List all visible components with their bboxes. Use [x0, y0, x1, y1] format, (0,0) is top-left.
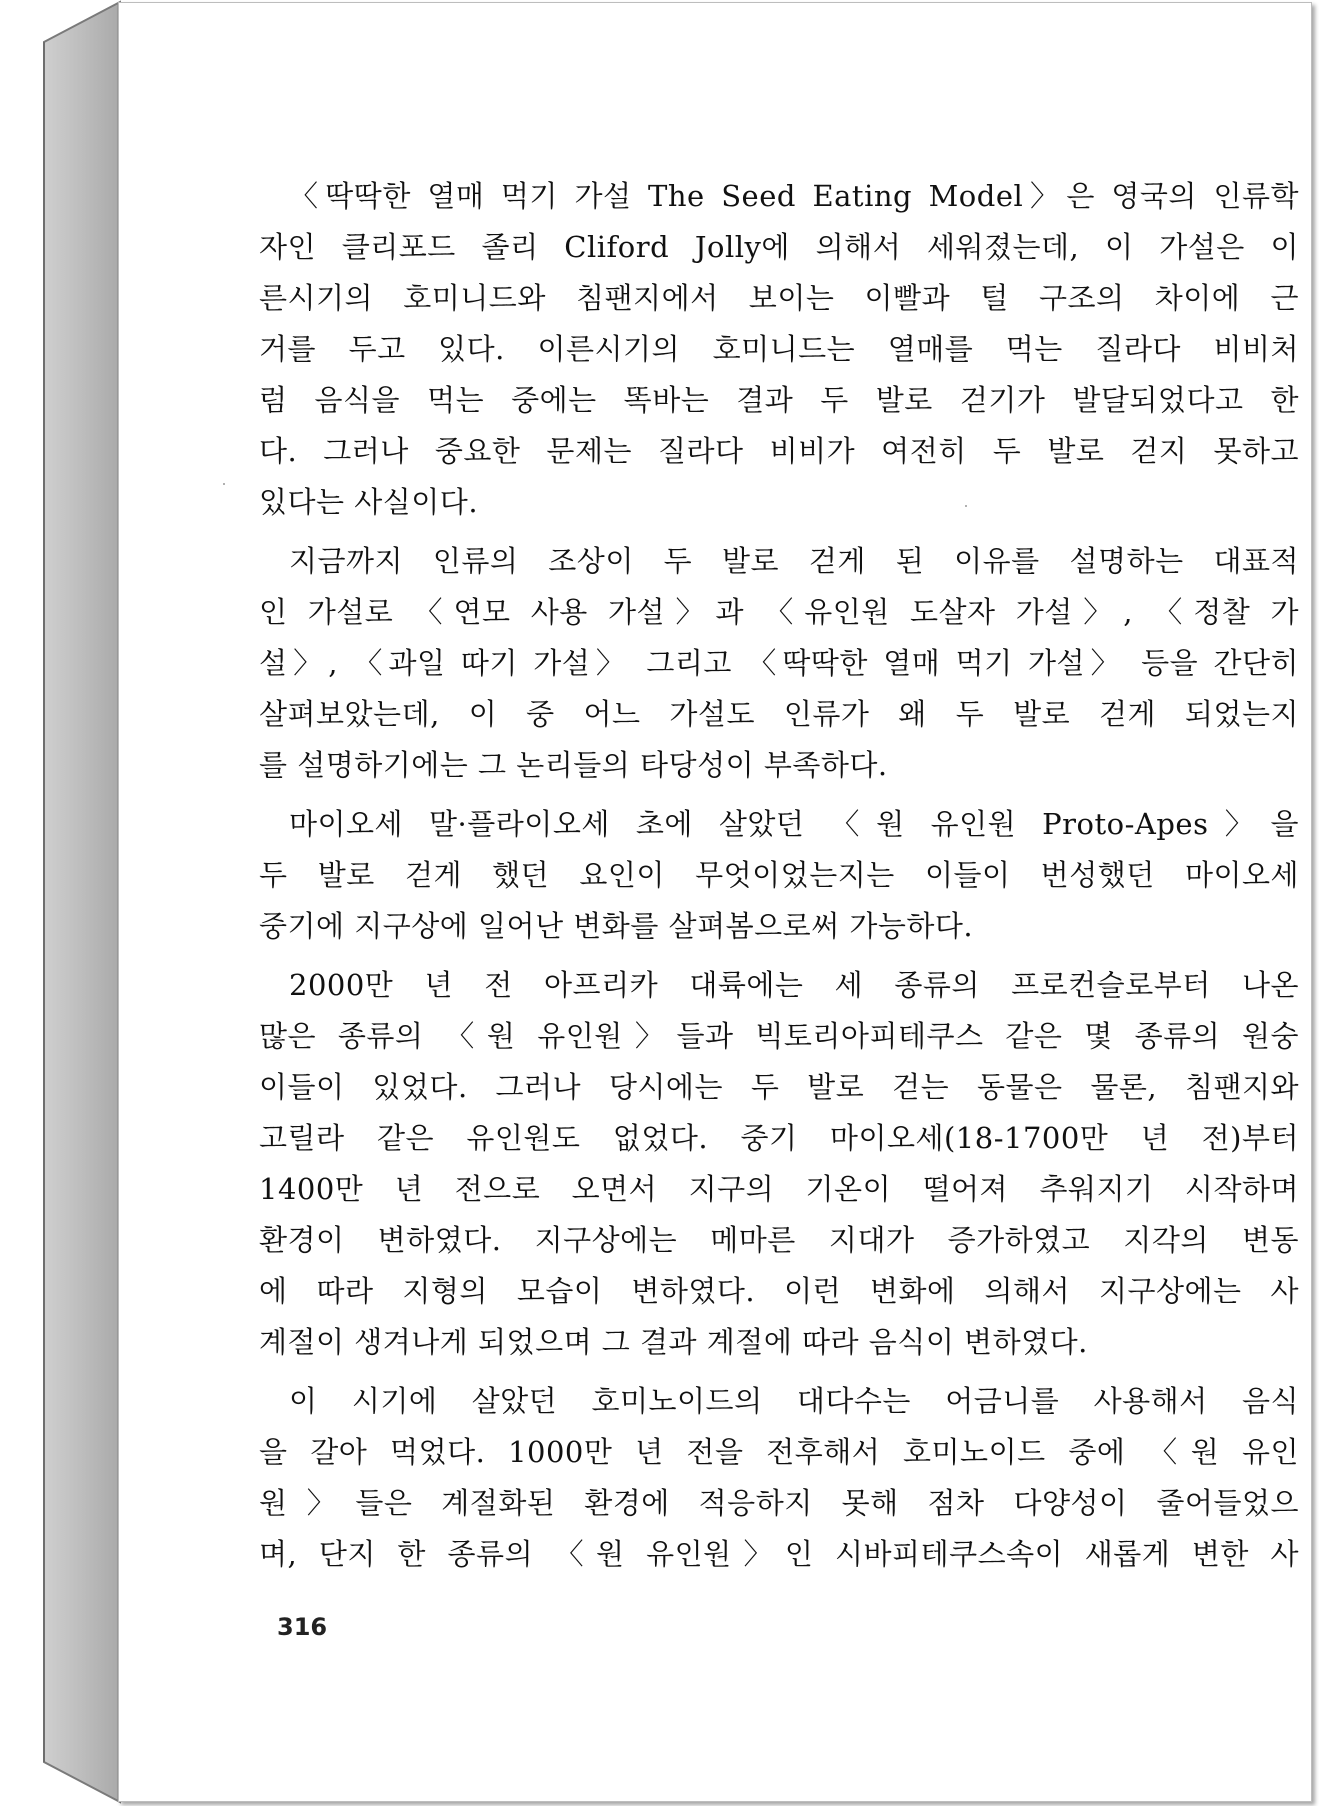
text-line: 에 따라 지형의 모습이 변하였다. 이런 변화에 의해서 지구상에는 사: [259, 1274, 1299, 1308]
paragraph-4: [259, 960, 1299, 1368]
text-line: 계절이 생겨나게 되었으며 그 결과 계절에 따라 음식이 변하였다.: [259, 1325, 1088, 1359]
text-line: 럼 음식을 먹는 중에는 똑바는 결과 두 발로 걷기가 발달되었다고 한: [259, 383, 1299, 417]
text-line: 른시기의 호미니드와 침팬지에서 보이는 이빨과 털 구조의 차이에 근: [259, 281, 1299, 315]
scan-speck: [965, 505, 967, 507]
text-line: 중기에 지구상에 일어난 변화를 살펴봄으로써 가능하다.: [259, 909, 974, 943]
book-spine: [0, 0, 122, 1806]
text-line: 를 설명하기에는 그 논리들의 타당성이 부족하다.: [259, 748, 888, 782]
text-line: 〈딱딱한 열매 먹기 가설 The Seed Eating Model〉은 영국의 인류학: [289, 179, 1299, 213]
paragraph-1: [259, 171, 1299, 528]
text-line: 지금까지 인류의 조상이 두 발로 걷게 된 이유를 설명하는 대표적: [289, 544, 1299, 578]
text-line: 고릴라 같은 유인원도 없었다. 중기 마이오세(18-1700만 년 전)부터: [259, 1121, 1299, 1155]
text-line: 인 가설로 〈연모 사용 가설〉과 〈유인원 도살자 가설〉, 〈정찰 가: [259, 595, 1299, 629]
text-line: 설〉, 〈과일 따기 가설〉 그리고 〈딱딱한 열매 먹기 가설〉 등을 간단히: [259, 646, 1299, 680]
text-line: 며, 단지 한 종류의 〈원 유인원〉인 시바피테쿠스속이 새롭게 변한 사: [259, 1537, 1299, 1571]
text-line: 2000만 년 전 아프리카 대륙에는 세 종류의 프로컨슬로부터 나온: [289, 968, 1299, 1002]
text-line: 많은 종류의 〈원 유인원〉들과 빅토리아피테쿠스 같은 몇 종류의 원숭: [259, 1019, 1299, 1053]
text-line: 자인 클리포드 졸리 Cliford Jolly에 의해서 세워졌는데, 이 가설은 이: [259, 230, 1299, 264]
book-page: [118, 2, 1312, 1802]
text-line: 원〉들은 계절화된 환경에 적응하지 못해 점차 다양성이 줄어들었으: [259, 1486, 1299, 1520]
text-line: 을 갈아 먹었다. 1000만 년 전을 전후해서 호미노이드 중에 〈원 유인: [259, 1435, 1299, 1469]
page-number: 316: [277, 1613, 328, 1641]
text-line: 이 시기에 살았던 호미노이드의 대다수는 어금니를 사용해서 음식: [289, 1384, 1299, 1418]
text-line: 살펴보았는데, 이 중 어느 가설도 인류가 왜 두 발로 걷게 되었는지: [259, 697, 1299, 731]
paragraph-5: [259, 1376, 1299, 1580]
paragraph-3: [259, 799, 1299, 952]
text-line: 마이오세 말·플라이오세 초에 살았던 〈원 유인원 Proto-Apes〉을: [289, 807, 1299, 841]
text-line: 다. 그러나 중요한 문제는 질라다 비비가 여전히 두 발로 걷지 못하고: [259, 434, 1299, 468]
text-line: 두 발로 걷게 했던 요인이 무엇이었는지는 이들이 번성했던 마이오세: [259, 858, 1299, 892]
text-line: 있다는 사실이다.: [259, 485, 479, 519]
text-line: 이들이 있었다. 그러나 당시에는 두 발로 걷는 동물은 물론, 침팬지와: [259, 1070, 1299, 1104]
page-body-text: [259, 171, 1299, 1588]
book-spine-shape: [0, 0, 122, 1806]
text-line: 1400만 년 전으로 오면서 지구의 기온이 떨어져 추워지기 시작하며: [259, 1172, 1299, 1206]
text-line: 환경이 변하였다. 지구상에는 메마른 지대가 증가하였고 지각의 변동: [259, 1223, 1299, 1257]
text-line: 거를 두고 있다. 이른시기의 호미니드는 열매를 먹는 질라다 비비처: [259, 332, 1299, 366]
paragraph-2: [259, 536, 1299, 791]
scan-speck: [223, 483, 225, 485]
